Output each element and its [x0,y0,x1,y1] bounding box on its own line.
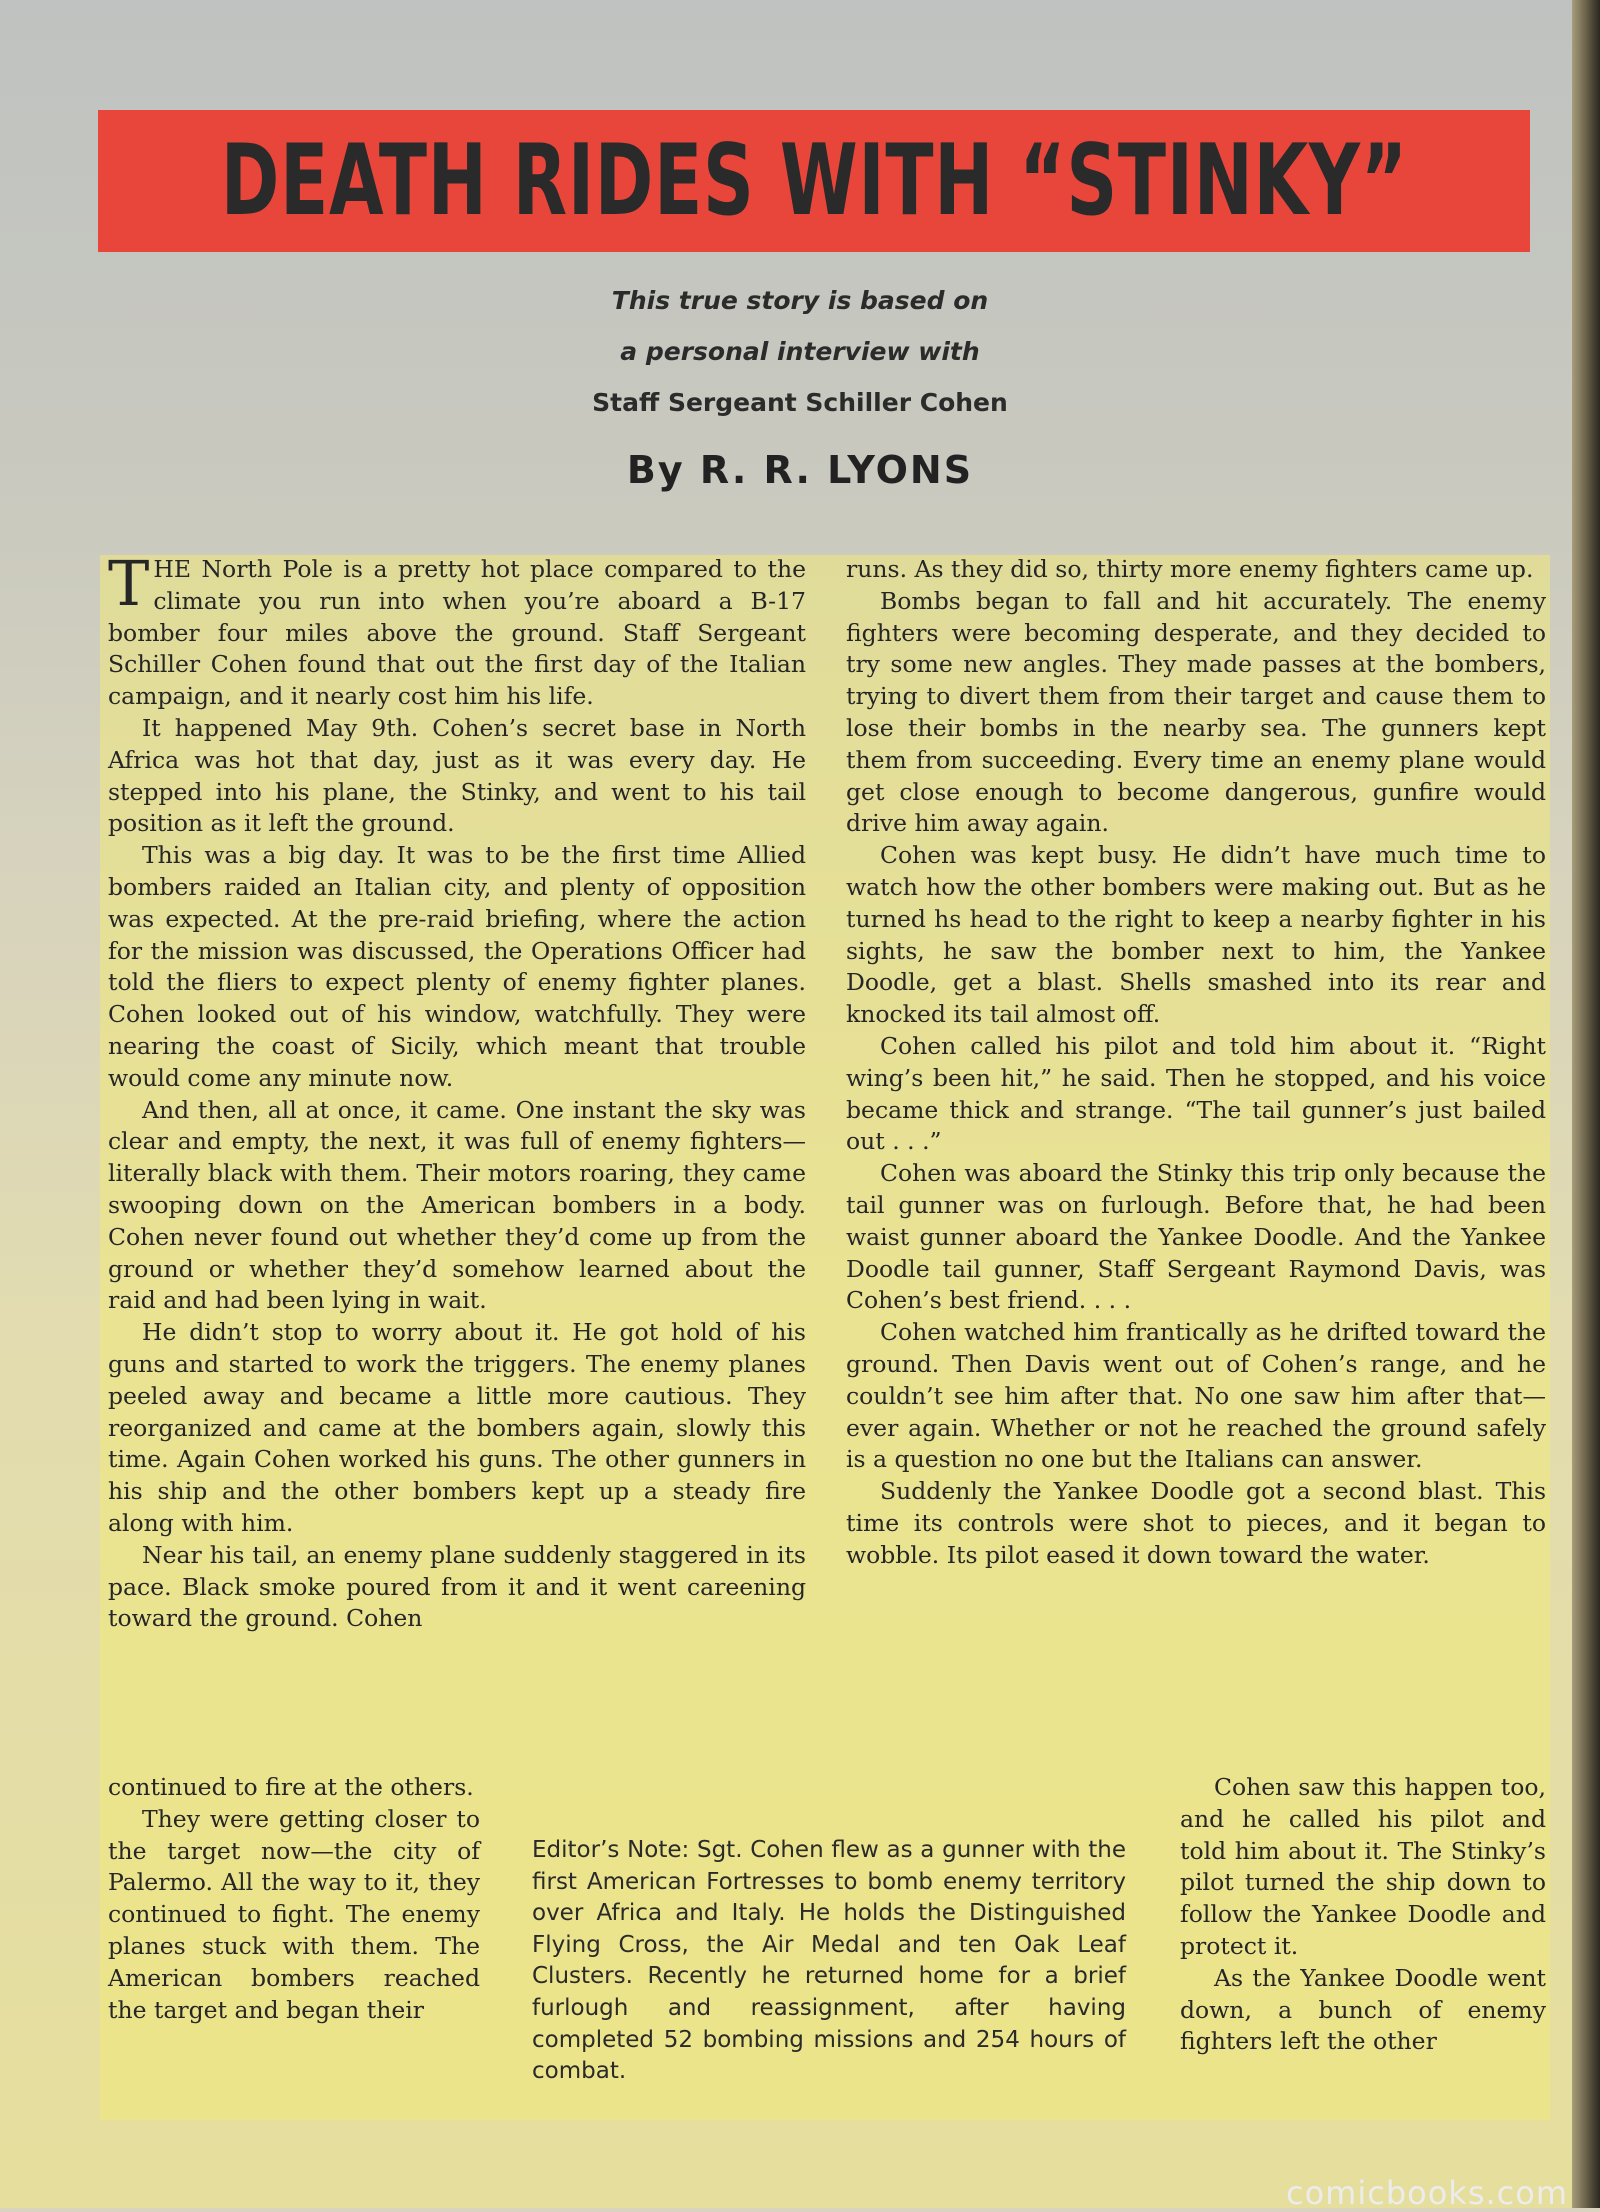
watermark: comicbooks.com [1285,2174,1568,2212]
paragraph: Near his tail, an enemy plane suddenly staggered in its pace. Black smoke poured from it and it went careening toward the ground. Cohen [108,1540,806,1633]
paragraph: He didn’t stop to worry about it. He got hold of his guns and started to work the triggers. The enemy planes peeled away and became a little more cautious. They reorganized and came at the bombers again, slowly this time. Again Cohen worked his guns. The other gunners in his ship and the other bombers kept up a steady fire along with him. [108,1318,806,1537]
column-3-bottom [1180,1772,1546,2058]
paragraph: This was a big day. It was to be the first time Allied bombers raided an Italian city, and plenty of opposition was expected. At the pre-raid briefing, where the action for the mission was discussed, the Operations Officer had told the fliers to expect plenty of enemy fighter planes. Cohen looked out of his window, watchfully. They were nearing the coast of Sicily, which meant that trouble would come any minute now. [108,841,806,1092]
intro-line-3: Staff Sergeant Schiller Cohen [592,388,1008,417]
title-banner [98,110,1530,252]
paragraph: Suddenly the Yankee Doodle got a second blast. This time its controls were shot to pieces, and it began to wobble. Its pilot eased it down toward the water. [846,1477,1546,1569]
drop-cap: T [108,547,150,620]
paragraph: Cohen was aboard the Stinky this trip only because the tail gunner was on furlough. Before that, he had been waist gunner aboard the Yankee Doodle. And the Yankee Doodle tail gunner, Staff Sergeant Raymond Davis, was Cohen’s best friend. . . . [846,1159,1546,1315]
paragraph: Cohen saw this happen too, and he called his pilot and told him about it. The Stinky’s pilot turned the ship down to follow the Yankee Doodle and protect it. [1180,1773,1546,1960]
intro-line-1: This true story is based on [611,286,989,315]
paragraph: It happened May 9th. Cohen’s secret base in North Africa was hot that day, just as it was every day. He stepped into his plane, the Stinky, and went to his tail position as it left the ground. [108,713,806,838]
paragraph: Cohen called his pilot and told him about it. “Right wing’s been hit,” he said. Then he stopped, and his voice became thick and strange. “The tail gunner’s just bailed out . . .” [846,1031,1546,1156]
paragraph: continued to fire at the others. [108,1773,474,1801]
paragraph: And then, all at once, it came. One instant the sky was clear and empty, the next, it was full of enemy fighters—literally black with them. Their motors roaring, they came swooping down on the American bombers in a body. Cohen never found out whether they’d come up from the ground or whether they’d somehow learned about the raid and had been lying in wait. [108,1095,806,1315]
intro-block [0,275,1600,428]
paragraph: Cohen was kept busy. He didn’t have much time to watch how the other bombers were making out. But as he turned hs head to the right to keep a nearby fighter in his sights, he saw the bomber next to him, the Yankee Doodle, get a blast. Shells smashed into its rear and knocked its tail almost off. [846,841,1546,1029]
column-1-bottom [108,1772,480,2026]
paragraph: Cohen watched him frantically as he drifted toward the ground. Then Davis went out of Cohen’s range, and he couldn’t see him after that. No one saw him after that—ever again. Whether or not he reached the ground safely is a question no one but the Italians can answer. [846,1318,1546,1474]
paragraph: They were getting closer to the target now—the city of Palermo. All the way to it, they continued to fight. The enemy planes stuck with them. The American bombers reached the target and began their [108,1804,480,2024]
intro-line-2: a personal interview with [620,337,980,366]
byline: By R. R. LYONS [626,448,974,492]
paragraph: runs. As they did so, thirty more enemy fighters came up. [846,555,1534,583]
paragraph: As the Yankee Doodle went down, a bunch of enemy fighters left the other [1180,1963,1546,2056]
column-1 [108,547,806,1635]
page-spine-edge [1572,0,1600,2208]
story-title: DEATH RIDES WITH “STINKY” [220,124,1408,238]
paragraph: Bombs began to fall and hit accurately. The enemy fighters were becoming desperate, and they decided to try some new angles. They made passes at the bombers, trying to divert them from their target and cause them to lose their bombs in the nearby sea. The gunners kept them from succeeding. Every time an enemy plane would get close enough to become dangerous, gunfire would drive him away again. [846,586,1546,838]
paragraph-text: HE North Pole is a pretty hot place compared to the climate you run into when you’re aboard a B-17 bomber four miles above the ground. Staff Sergeant Schiller Cohen found that out the first day of the Italian campaign, and it nearly cost him his life. [108,555,806,711]
editors-note: Editor’s Note: Sgt. Cohen flew as a gunner with the first American Fortresses to bomb enemy territory over Africa and Italy. He holds the Distinguished Flying Cross, the Air Medal and ten Oak Leaf Clusters. Recently he returned home for a brief furlough and reassignment, after having completed 52 bombing missions and 254 hours of combat. [532,1837,1126,2085]
paragraph [108,547,806,713]
column-2 [846,554,1546,1572]
